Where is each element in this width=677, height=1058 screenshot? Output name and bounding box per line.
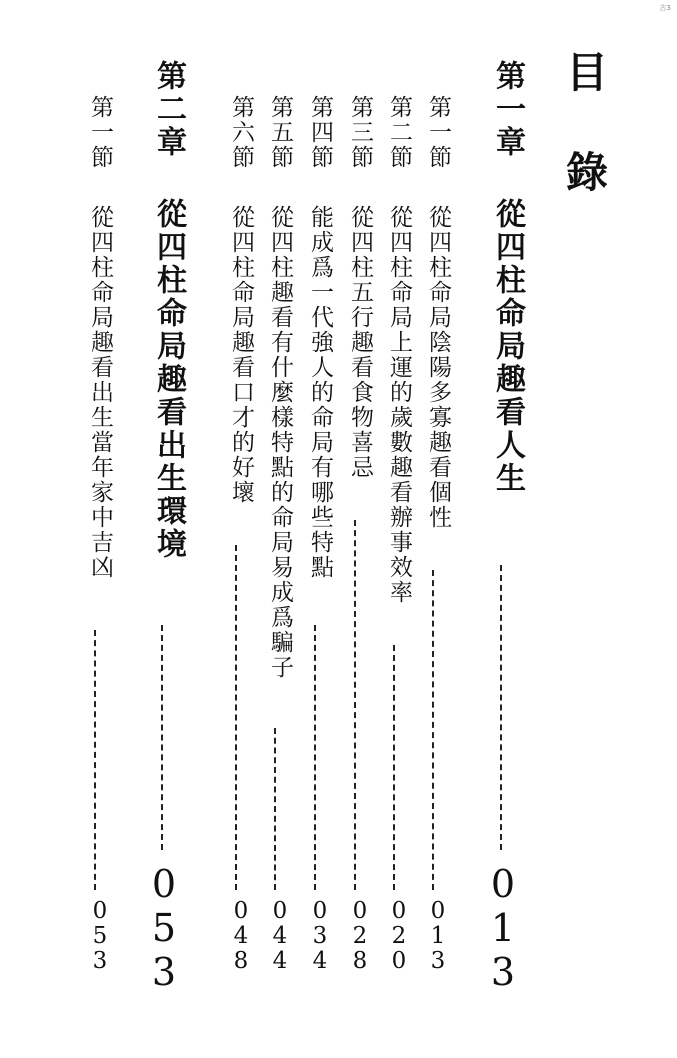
section-title: 從四柱趣看有什麼樣特點的命局易成爲騙子 [267, 205, 293, 680]
toc-entry-section[interactable] [257, 0, 291, 1058]
section-label: 第五節 [267, 95, 293, 170]
section-label: 第一節 [87, 95, 113, 170]
section-label: 第四節 [307, 95, 333, 170]
chapter-title: 從四柱命局趣看人生 [490, 198, 525, 495]
toc-entry-section[interactable] [376, 0, 410, 1058]
section-label: 第六節 [228, 95, 254, 170]
chapter-label: 第一章 [490, 60, 525, 159]
page-number: 048 [228, 898, 254, 973]
section-label: 第二節 [386, 95, 412, 170]
section-title: 從四柱命局陰陽多寡趣看個性 [425, 205, 451, 530]
section-title: 從四柱命局上運的歲數趣看辦事效率 [386, 205, 412, 605]
toc-entry-section[interactable] [297, 0, 331, 1058]
leader-line [354, 520, 356, 890]
toc-entry-chapter-2[interactable] [139, 0, 186, 1058]
toc-entry-section[interactable] [337, 0, 371, 1058]
leader-line [274, 728, 276, 890]
section-title: 能成爲一代強人的命局有哪些特點 [307, 205, 333, 580]
section-label: 第一節 [425, 95, 451, 170]
page-number: 013 [481, 862, 525, 994]
section-label: 第三節 [347, 95, 373, 170]
leader-line [314, 625, 316, 890]
section-title: 從四柱命局趣看出生當年家中吉凶 [87, 205, 113, 580]
leader-line [432, 570, 434, 890]
chapter-label: 第二章 [151, 60, 186, 159]
page-number: 013 [425, 898, 451, 973]
page-number: 020 [386, 898, 412, 973]
toc-entry-chapter-1[interactable] [478, 0, 525, 1058]
toc-entry-section[interactable] [415, 0, 449, 1058]
page-number: 028 [347, 898, 373, 973]
page-number: 053 [142, 862, 186, 994]
section-title: 從四柱五行趣看食物喜忌 [347, 205, 373, 480]
toc-title-char-2: 錄 [565, 148, 608, 197]
page-number: 044 [267, 898, 293, 973]
page-number: 053 [87, 898, 113, 973]
toc-entry-section[interactable] [77, 0, 111, 1058]
page-number: 034 [307, 898, 333, 973]
leader-line [500, 565, 502, 850]
leader-line [94, 630, 96, 890]
leader-line [161, 625, 163, 850]
page-corner-mark: 古3 [659, 4, 671, 12]
section-title: 從四柱命局趣看口才的好壞 [228, 205, 254, 505]
toc-entry-section[interactable] [218, 0, 252, 1058]
toc-title-char-1: 目 [565, 48, 608, 97]
chapter-title: 從四柱命局趣看出生環境 [151, 198, 186, 561]
leader-line [393, 645, 395, 890]
leader-line [235, 545, 237, 890]
